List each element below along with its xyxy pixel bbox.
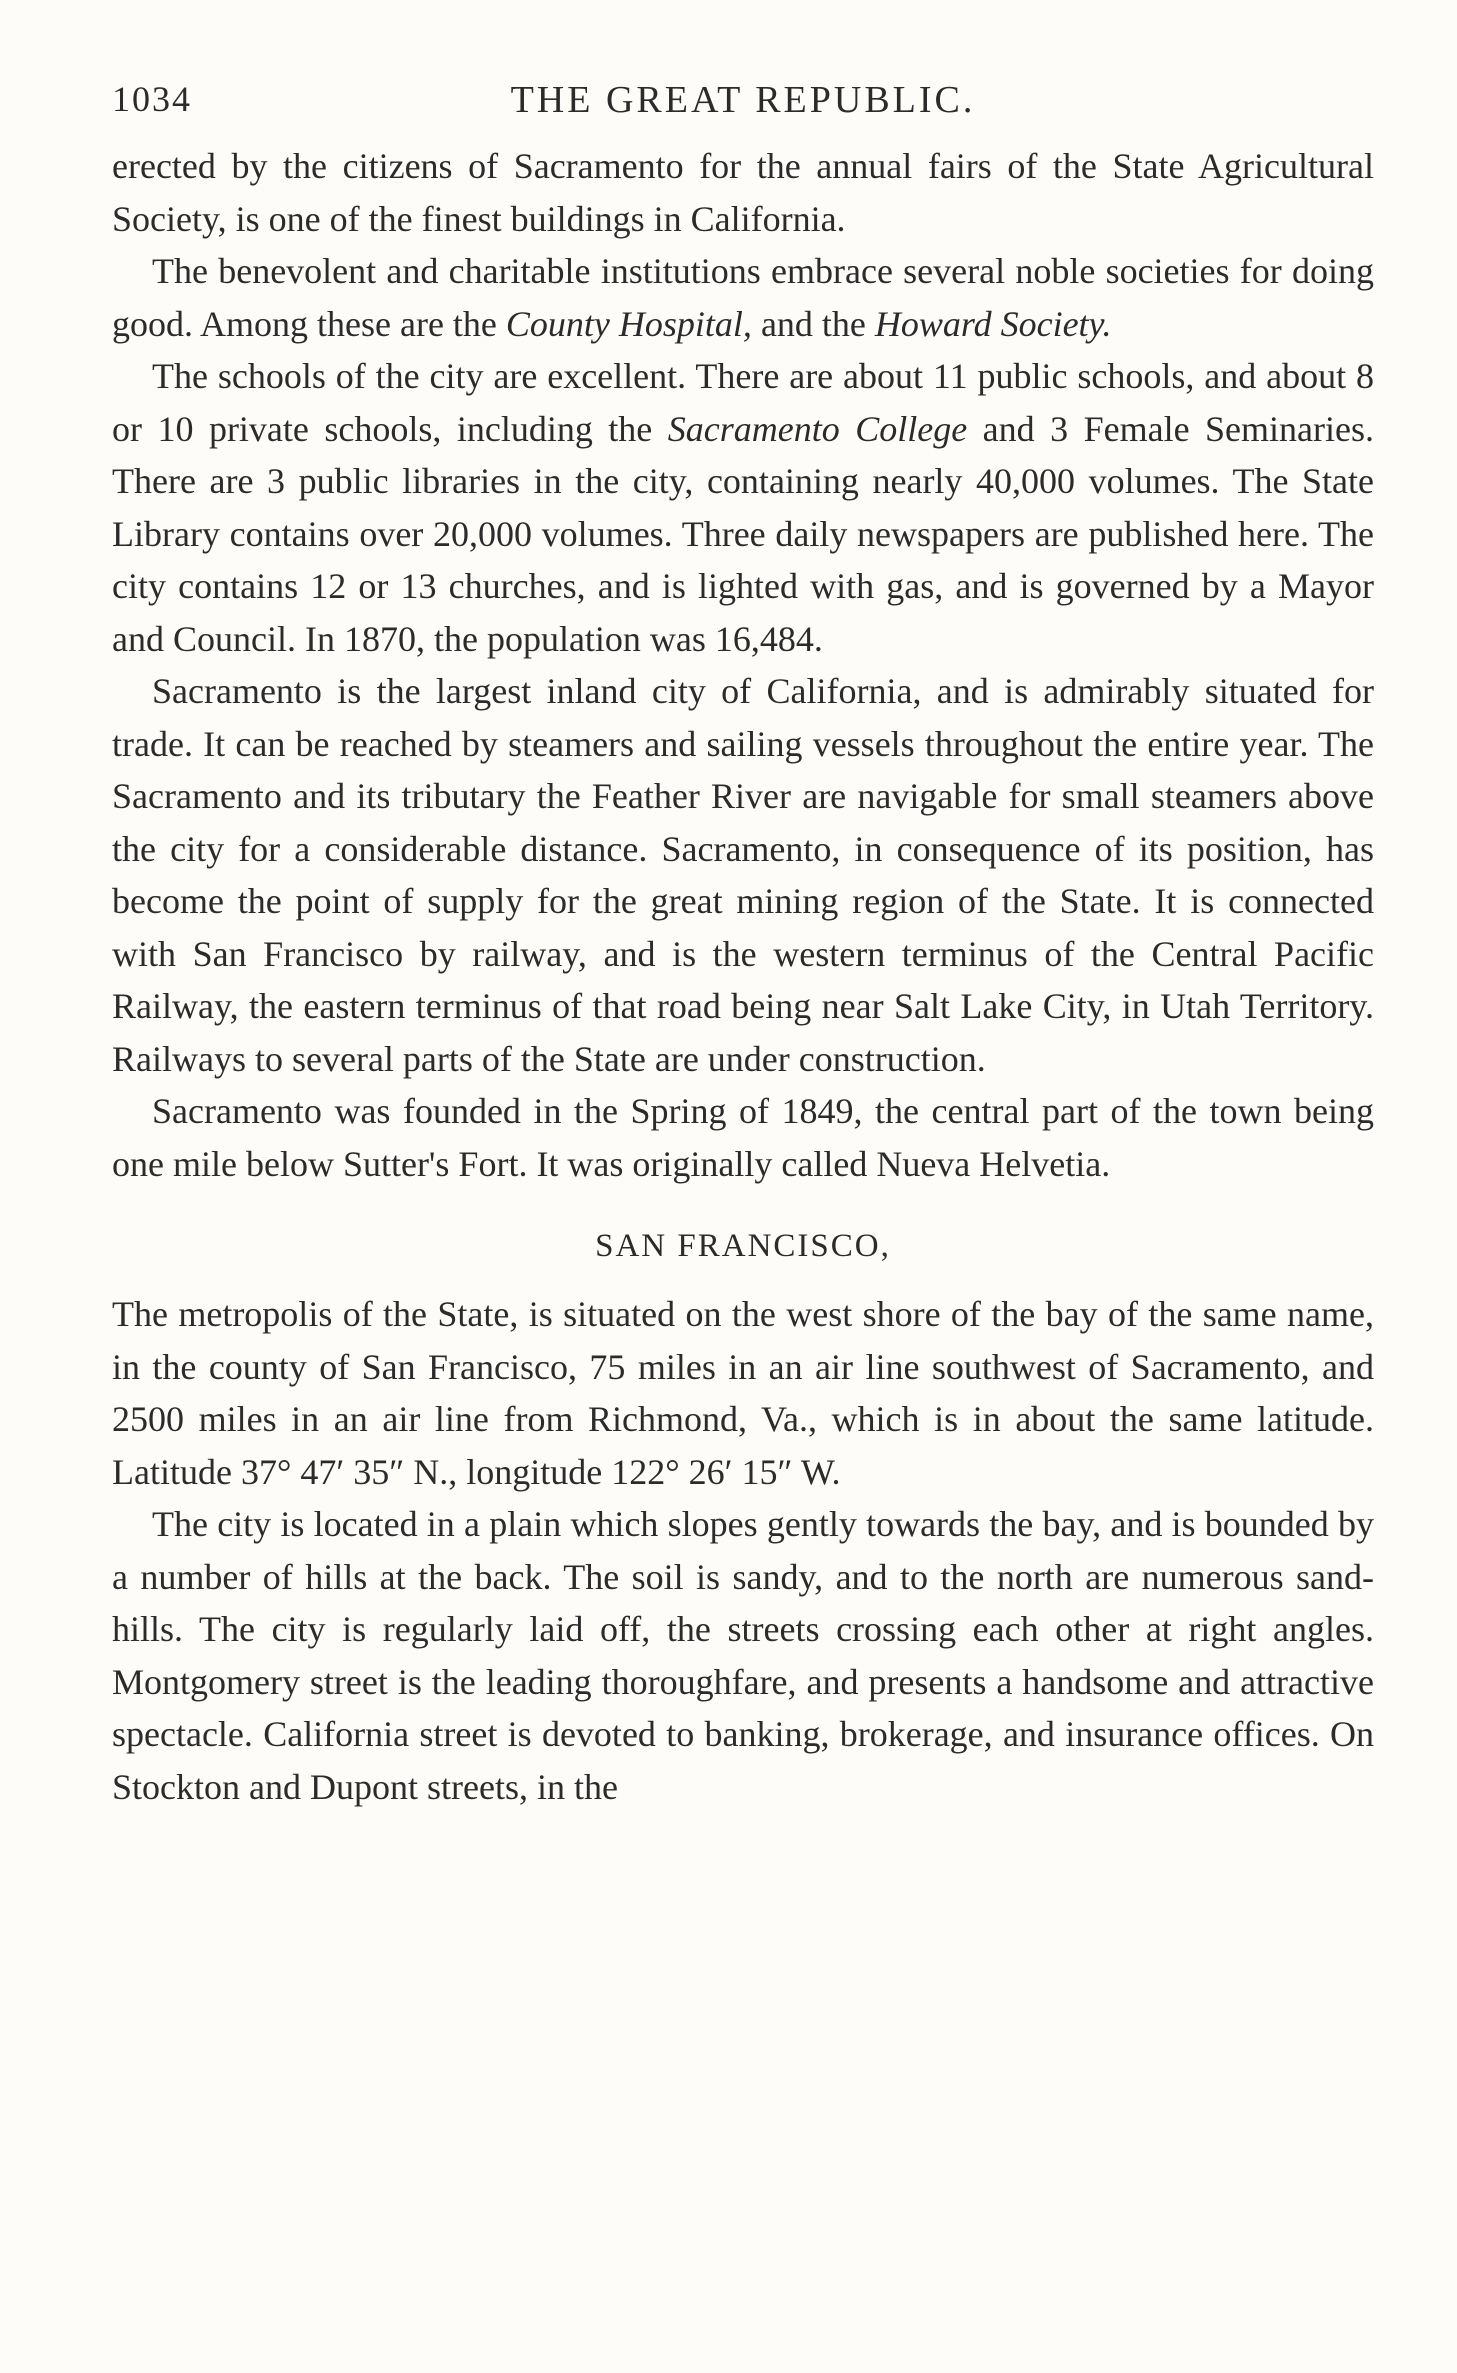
book-page <box>112 60 1374 2360</box>
paragraph-trade: Sacramento is the largest inland city of California, and is admirably situated for trade. It can be reached by steamers and sailing vessels throughout the entire year. The Sacramento and its tributary the Feather River are navigable for small steamers above the city for a considerable distance. Sacramento, in consequence of its position, has become the point of supply for the great mining region of the State. It is connected with San Francisco by railway, and is the western terminus of the Central Pacific Railway, the eastern terminus of that road being near Salt Lake City, in Utah Territory. Railways to several parts of the State are under construction. <box>112 671 1374 1079</box>
paragraph-schools-text-a: The schools of the city are excellent. There are about 11 public schools, and about 8 or 10 private schools, including the <box>112 356 1374 449</box>
section-heading-san-francisco: SAN FRANCISCO, <box>595 1228 891 1264</box>
paragraph-founding: Sacramento was founded in the Spring of 1849, the central part of the town being one mile below Sutter's Fort. It was originally called Nueva Helvetia. <box>112 1091 1374 1184</box>
sacramento-college-italic: Sacramento College <box>667 408 968 449</box>
paragraph-schools-text-b: and 3 Female Seminaries. There are 3 public libraries in the city, containing nearly 40,000 volumes. The State Library contains over 20,000 volumes. Three daily newspapers are published here. The city contains 12 or 13 churches, and is lighted with gas, and is governed by a Mayor and Council. In 1870, the population was 16,484. <box>112 408 1374 659</box>
page-number: 1034 <box>112 79 192 119</box>
howard-society-italic: Howard Society. <box>874 303 1112 344</box>
paragraph-metropolis: The metropolis of the State, is situated on the west shore of the bay of the same name, in the county of San Francisco, 75 miles in an air line southwest of Sacramento, and 2500 miles in an air line from Richmond, Va., which is in about the same latitude. Latitude 37° 47′ 35″ N., longitude 122° 26′ 15″ W. <box>112 1294 1374 1492</box>
paragraph-institutions <box>112 245 1374 350</box>
paragraph-institutions-text-a: The benevolent and charitable institutions embrace several noble societies for doing good. Among these are the <box>112 251 1374 344</box>
page-body <box>112 140 1374 1813</box>
paragraph-city-location: The city is located in a plain which slopes gently towards the bay, and is bounded by a number of hills at the back. The soil is sandy, and to the north are numerous sand-hills. The city is regularly laid off, the streets crossing each other at right angles. Montgomery street is the leading thoroughfare, and presents a handsome and attractive spectacle. California street is devoted to banking, brokerage, and insurance offices. On Stockton and Dupont streets, in the <box>112 1504 1374 1807</box>
county-hospital-italic: County Hospital, <box>505 303 752 344</box>
paragraph-agricultural-society: erected by the citizens of Sacramento for the annual fairs of the State Agricultural Society, is one of the finest buildings in California. <box>112 146 1374 239</box>
running-title: THE GREAT REPUBLIC. <box>510 79 976 121</box>
paragraph-schools <box>112 350 1374 665</box>
page-header <box>112 60 1374 140</box>
paragraph-institutions-text-b: and the <box>751 303 875 344</box>
